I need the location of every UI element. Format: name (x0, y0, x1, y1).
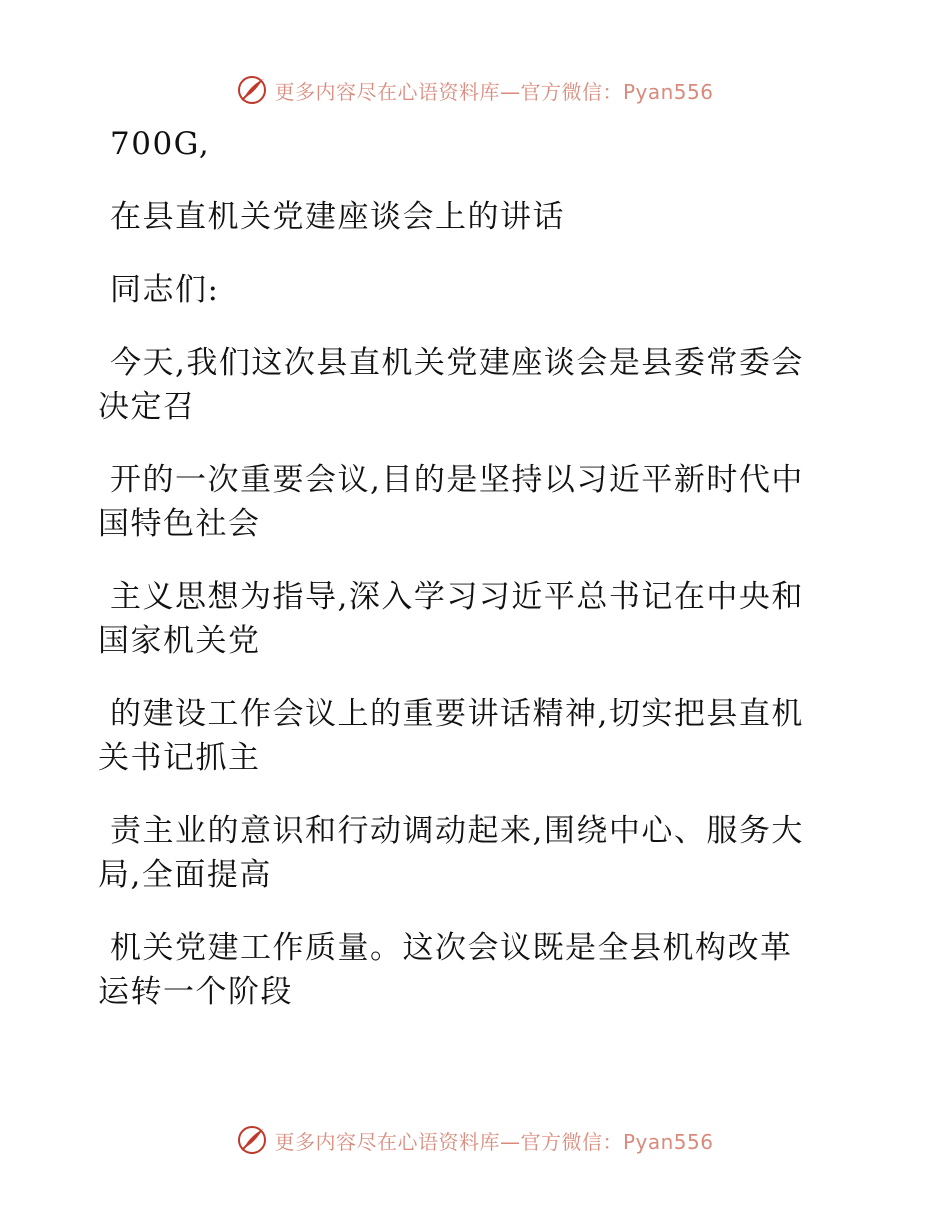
doc-line: 责主业的意识和行动调动起来,围绕中心、服务大 (110, 813, 804, 849)
doc-title: 在县直机关党建座谈会上的讲话 (110, 199, 565, 235)
document-body (98, 122, 858, 1014)
doc-line: 机关党建工作质量。这次会议既是全县机构改革 (110, 930, 793, 966)
doc-line: 运转一个阶段 (98, 974, 293, 1010)
doc-salutation: 同志们: (110, 272, 220, 308)
quill-logo-icon (236, 74, 268, 106)
doc-line: 700G, (110, 126, 211, 162)
quill-logo-icon (236, 1124, 268, 1156)
doc-line: 的建设工作会议上的重要讲话精神,切实把县直机 (110, 696, 804, 732)
doc-line: 局,全面提高 (98, 857, 272, 893)
doc-line: 开的一次重要会议,目的是坚持以习近平新时代中 (110, 462, 804, 498)
watermark-text: 更多内容尽在心语资料库—官方微信：Pyan556 (274, 79, 714, 104)
doc-line: 国家机关党 (98, 623, 261, 659)
header-watermark (0, 70, 950, 110)
doc-line: 决定召 (98, 389, 196, 425)
doc-line: 主义思想为指导,深入学习习近平总书记在中央和 (110, 579, 804, 615)
doc-line: 国特色社会 (98, 506, 261, 542)
watermark-text: 更多内容尽在心语资料库—官方微信：Pyan556 (274, 1129, 714, 1154)
footer-watermark (0, 1120, 950, 1160)
doc-line: 关书记抓主 (98, 740, 261, 776)
doc-line: 今天,我们这次县直机关党建座谈会是县委常委会 (110, 345, 804, 381)
